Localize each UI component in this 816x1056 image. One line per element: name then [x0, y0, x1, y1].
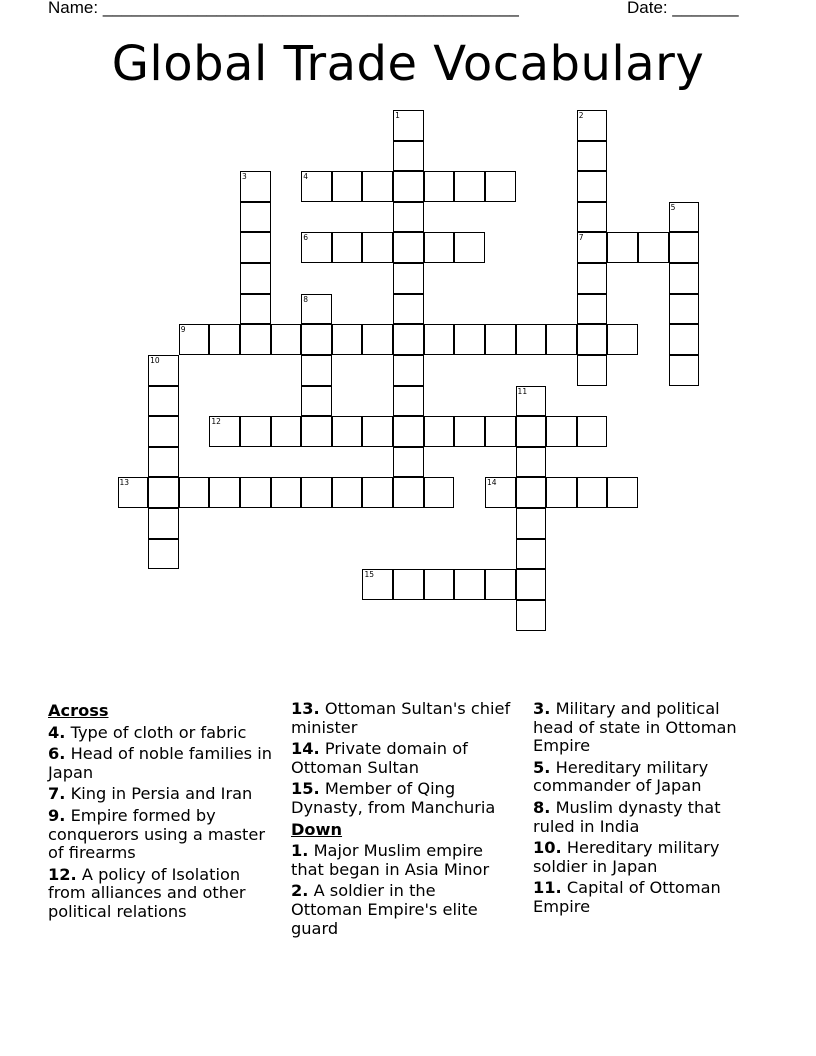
across-heading: Across — [48, 701, 109, 720]
clue-across-15 — [291, 780, 511, 817]
crossword-cell[interactable] — [516, 477, 547, 508]
crossword-cell[interactable] — [516, 416, 547, 447]
crossword-cell[interactable] — [362, 477, 393, 508]
crossword-cell[interactable] — [332, 232, 363, 263]
clue-number-label: 10 — [150, 355, 160, 365]
clue-number-label: 7 — [578, 233, 584, 243]
crossword-cell[interactable] — [424, 232, 455, 263]
clues-column-1 — [48, 700, 280, 925]
crossword-cell[interactable] — [271, 416, 302, 447]
crossword-cell[interactable] — [148, 539, 179, 570]
crossword-cell[interactable] — [577, 202, 608, 233]
crossword-cell[interactable] — [516, 386, 547, 417]
clue-text: Private domain of Ottoman Sultan — [291, 739, 468, 777]
crossword-cell[interactable] — [148, 416, 179, 447]
crossword-cell[interactable] — [577, 141, 608, 172]
crossword-cell[interactable] — [118, 477, 149, 508]
crossword-cell[interactable] — [301, 416, 332, 447]
crossword-cell[interactable] — [424, 324, 455, 355]
crossword-cell[interactable] — [546, 416, 577, 447]
crossword-cell[interactable] — [301, 477, 332, 508]
clue-text: Empire formed by conquerors using a master of firearms — [48, 805, 266, 863]
crossword-cell[interactable] — [332, 324, 363, 355]
crossword-cell[interactable] — [669, 294, 700, 325]
clue-number-label: 11 — [517, 386, 528, 396]
crossword-cell[interactable] — [240, 416, 271, 447]
crossword-cell[interactable] — [209, 477, 240, 508]
clue-text: Hereditary military soldier in Japan — [533, 838, 720, 876]
date-line: _______ — [672, 0, 739, 17]
clue-across-7 — [48, 785, 280, 804]
clue-number: 2. — [291, 881, 309, 901]
crossword-cell[interactable] — [454, 569, 485, 600]
crossword-cell[interactable] — [240, 477, 271, 508]
clue-number: 1. — [291, 841, 309, 861]
crossword-cell[interactable] — [209, 324, 240, 355]
crossword-cell[interactable] — [240, 263, 271, 294]
clues-column-2 — [291, 700, 511, 941]
crossword-cell[interactable] — [516, 508, 547, 539]
clue-text: King in Persia and Iran — [70, 784, 253, 804]
clue-number-label: 9 — [180, 325, 186, 335]
crossword-cell[interactable] — [301, 232, 332, 263]
clue-text: Ottoman Sultan's chief minister — [291, 699, 511, 737]
clue-number-label: 4 — [303, 172, 308, 182]
crossword-cell[interactable] — [301, 386, 332, 417]
crossword-cell[interactable] — [179, 324, 210, 355]
crossword-cell[interactable] — [362, 416, 393, 447]
clue-number-label: 5 — [670, 202, 676, 212]
crossword-cell[interactable] — [546, 324, 577, 355]
clue-number: 9. — [48, 805, 66, 825]
crossword-cell[interactable] — [669, 324, 700, 355]
crossword-cell[interactable] — [148, 386, 179, 417]
crossword-cell[interactable] — [424, 171, 455, 202]
clue-across-4 — [48, 724, 280, 743]
crossword-cell[interactable] — [393, 141, 424, 172]
clue-number-label: 12 — [211, 417, 221, 427]
crossword-cell[interactable] — [393, 171, 424, 202]
name-line: ____________________________________________ — [102, 0, 519, 17]
clue-number: 8. — [533, 797, 551, 817]
crossword-cell[interactable] — [393, 263, 424, 294]
clue-down-3 — [533, 700, 765, 756]
crossword-cell[interactable] — [301, 171, 332, 202]
crossword-cell[interactable] — [577, 294, 608, 325]
crossword-cell[interactable] — [485, 569, 516, 600]
clue-number: 15. — [291, 779, 320, 799]
crossword-cell[interactable] — [516, 539, 547, 570]
crossword-cell[interactable] — [240, 294, 271, 325]
crossword-cell[interactable] — [332, 416, 363, 447]
crossword-cell[interactable] — [240, 324, 271, 355]
clue-down-5 — [533, 759, 765, 796]
crossword-cell[interactable] — [332, 171, 363, 202]
crossword-cell[interactable] — [240, 202, 271, 233]
clue-text: Capital of Ottoman Empire — [533, 878, 721, 916]
clue-number-label: 2 — [578, 111, 584, 120]
clue-number: 13. — [291, 699, 320, 718]
clue-down-2 — [291, 882, 511, 938]
crossword-cell[interactable] — [393, 386, 424, 417]
clue-number-label: 3 — [241, 172, 247, 182]
crossword-cell[interactable] — [669, 232, 700, 263]
crossword-cell[interactable] — [577, 324, 608, 355]
clue-across-14 — [291, 740, 511, 777]
crossword-cell[interactable] — [271, 324, 302, 355]
crossword-cell[interactable] — [577, 110, 608, 141]
crossword-cell[interactable] — [362, 232, 393, 263]
clue-number: 7. — [48, 784, 66, 804]
clue-across-6 — [48, 745, 280, 782]
clue-text: A policy of Isolation from alliances and other political relations — [48, 864, 246, 921]
crossword-cell[interactable] — [577, 171, 608, 202]
crossword-cell[interactable] — [546, 477, 577, 508]
crossword-cell[interactable] — [638, 232, 669, 263]
crossword-cell[interactable] — [393, 324, 424, 355]
clue-text: Type of cloth or fabric — [70, 722, 247, 742]
crossword-cell[interactable] — [485, 416, 516, 447]
clue-number: 6. — [48, 744, 66, 764]
crossword-cell[interactable] — [424, 416, 455, 447]
crossword-cell[interactable] — [240, 171, 271, 202]
crossword-cell[interactable] — [148, 355, 179, 386]
crossword-cell[interactable] — [485, 477, 516, 508]
clue-number: 5. — [533, 757, 551, 777]
clue-down-10 — [533, 839, 765, 876]
crossword-cell[interactable] — [669, 202, 700, 233]
crossword-cell[interactable] — [362, 324, 393, 355]
crossword-cell[interactable] — [454, 171, 485, 202]
crossword-cell[interactable] — [577, 416, 608, 447]
crossword-cell[interactable] — [577, 263, 608, 294]
crossword-cell[interactable] — [485, 171, 516, 202]
clue-down-1 — [291, 842, 511, 879]
crossword-cell[interactable] — [362, 171, 393, 202]
clue-number-label: 15 — [364, 570, 374, 580]
clue-number-label: 6 — [303, 233, 308, 243]
crossword-cell[interactable] — [393, 416, 424, 447]
crossword-cell[interactable] — [607, 232, 638, 263]
clue-across-13 — [291, 700, 511, 737]
clue-down-8 — [533, 799, 765, 836]
clue-text: Muslim dynasty that ruled in India — [533, 797, 721, 836]
clues-column-3 — [533, 700, 765, 920]
clue-number: 4. — [48, 722, 66, 742]
clue-number: 10. — [533, 838, 562, 858]
crossword-cell[interactable] — [393, 232, 424, 263]
clue-number: 11. — [533, 878, 562, 898]
crossword-cell[interactable] — [516, 324, 547, 355]
crossword-cell[interactable] — [393, 110, 424, 141]
date-label: Date: — [627, 0, 668, 17]
crossword-cell[interactable] — [577, 355, 608, 386]
crossword-cell[interactable] — [454, 416, 485, 447]
crossword-cell[interactable] — [577, 232, 608, 263]
crossword-cell[interactable] — [516, 600, 547, 631]
crossword-cell[interactable] — [179, 477, 210, 508]
clue-text: Head of noble families in Japan — [48, 744, 273, 782]
crossword-cell[interactable] — [301, 294, 332, 325]
clue-text: Military and political head of state in Ottoman Empire — [533, 699, 737, 756]
crossword-cell[interactable] — [362, 569, 393, 600]
page-title: Global Trade Vocabulary — [111, 36, 705, 92]
down-heading: Down — [291, 819, 343, 839]
crossword-cell[interactable] — [454, 324, 485, 355]
clue-text: Member of Qing Dynasty, from Manchuria — [291, 779, 496, 817]
crossword-cell[interactable] — [301, 355, 332, 386]
crossword-cell[interactable] — [148, 508, 179, 539]
clue-down-11 — [533, 879, 765, 916]
crossword-cell[interactable] — [393, 355, 424, 386]
crossword-cell[interactable] — [607, 324, 638, 355]
crossword-cell[interactable] — [669, 355, 700, 386]
name-label: Name: — [48, 0, 99, 17]
crossword-cell[interactable] — [607, 477, 638, 508]
crossword-cell[interactable] — [454, 232, 485, 263]
crossword-cell[interactable] — [669, 263, 700, 294]
clue-number: 12. — [48, 864, 77, 884]
clue-number-label: 13 — [119, 478, 130, 488]
crossword-cell[interactable] — [209, 416, 240, 447]
crossword-cell[interactable] — [393, 477, 424, 508]
crossword-cell[interactable] — [240, 232, 271, 263]
crossword-cell[interactable] — [516, 447, 547, 478]
crossword-cell[interactable] — [332, 477, 363, 508]
crossword-cell[interactable] — [485, 324, 516, 355]
clue-across-12 — [48, 866, 280, 922]
clue-number-label: 14 — [486, 478, 497, 488]
clue-number: 14. — [291, 739, 320, 759]
crossword-cell[interactable] — [424, 569, 455, 600]
clue-number-label: 8 — [303, 294, 308, 304]
clue-across-9 — [48, 807, 280, 863]
clue-text: Hereditary military commander of Japan — [533, 757, 709, 796]
clue-number-label: 1 — [395, 111, 400, 120]
crossword-cell[interactable] — [393, 569, 424, 600]
crossword-cell[interactable] — [148, 447, 179, 478]
crossword-cell[interactable] — [393, 294, 424, 325]
crossword-cell[interactable] — [424, 477, 455, 508]
crossword-cell[interactable] — [148, 477, 179, 508]
crossword-cell[interactable] — [393, 202, 424, 233]
crossword-cell[interactable] — [271, 477, 302, 508]
crossword-cell[interactable] — [393, 447, 424, 478]
crossword-cell[interactable] — [577, 477, 608, 508]
clue-number: 3. — [533, 699, 551, 718]
crossword-cell[interactable] — [516, 569, 547, 600]
clue-text: Major Muslim empire that began in Asia Minor — [291, 841, 490, 879]
crossword-cell[interactable] — [301, 324, 332, 355]
clue-text: A soldier in the Ottoman Empire's elite guard — [291, 881, 478, 938]
